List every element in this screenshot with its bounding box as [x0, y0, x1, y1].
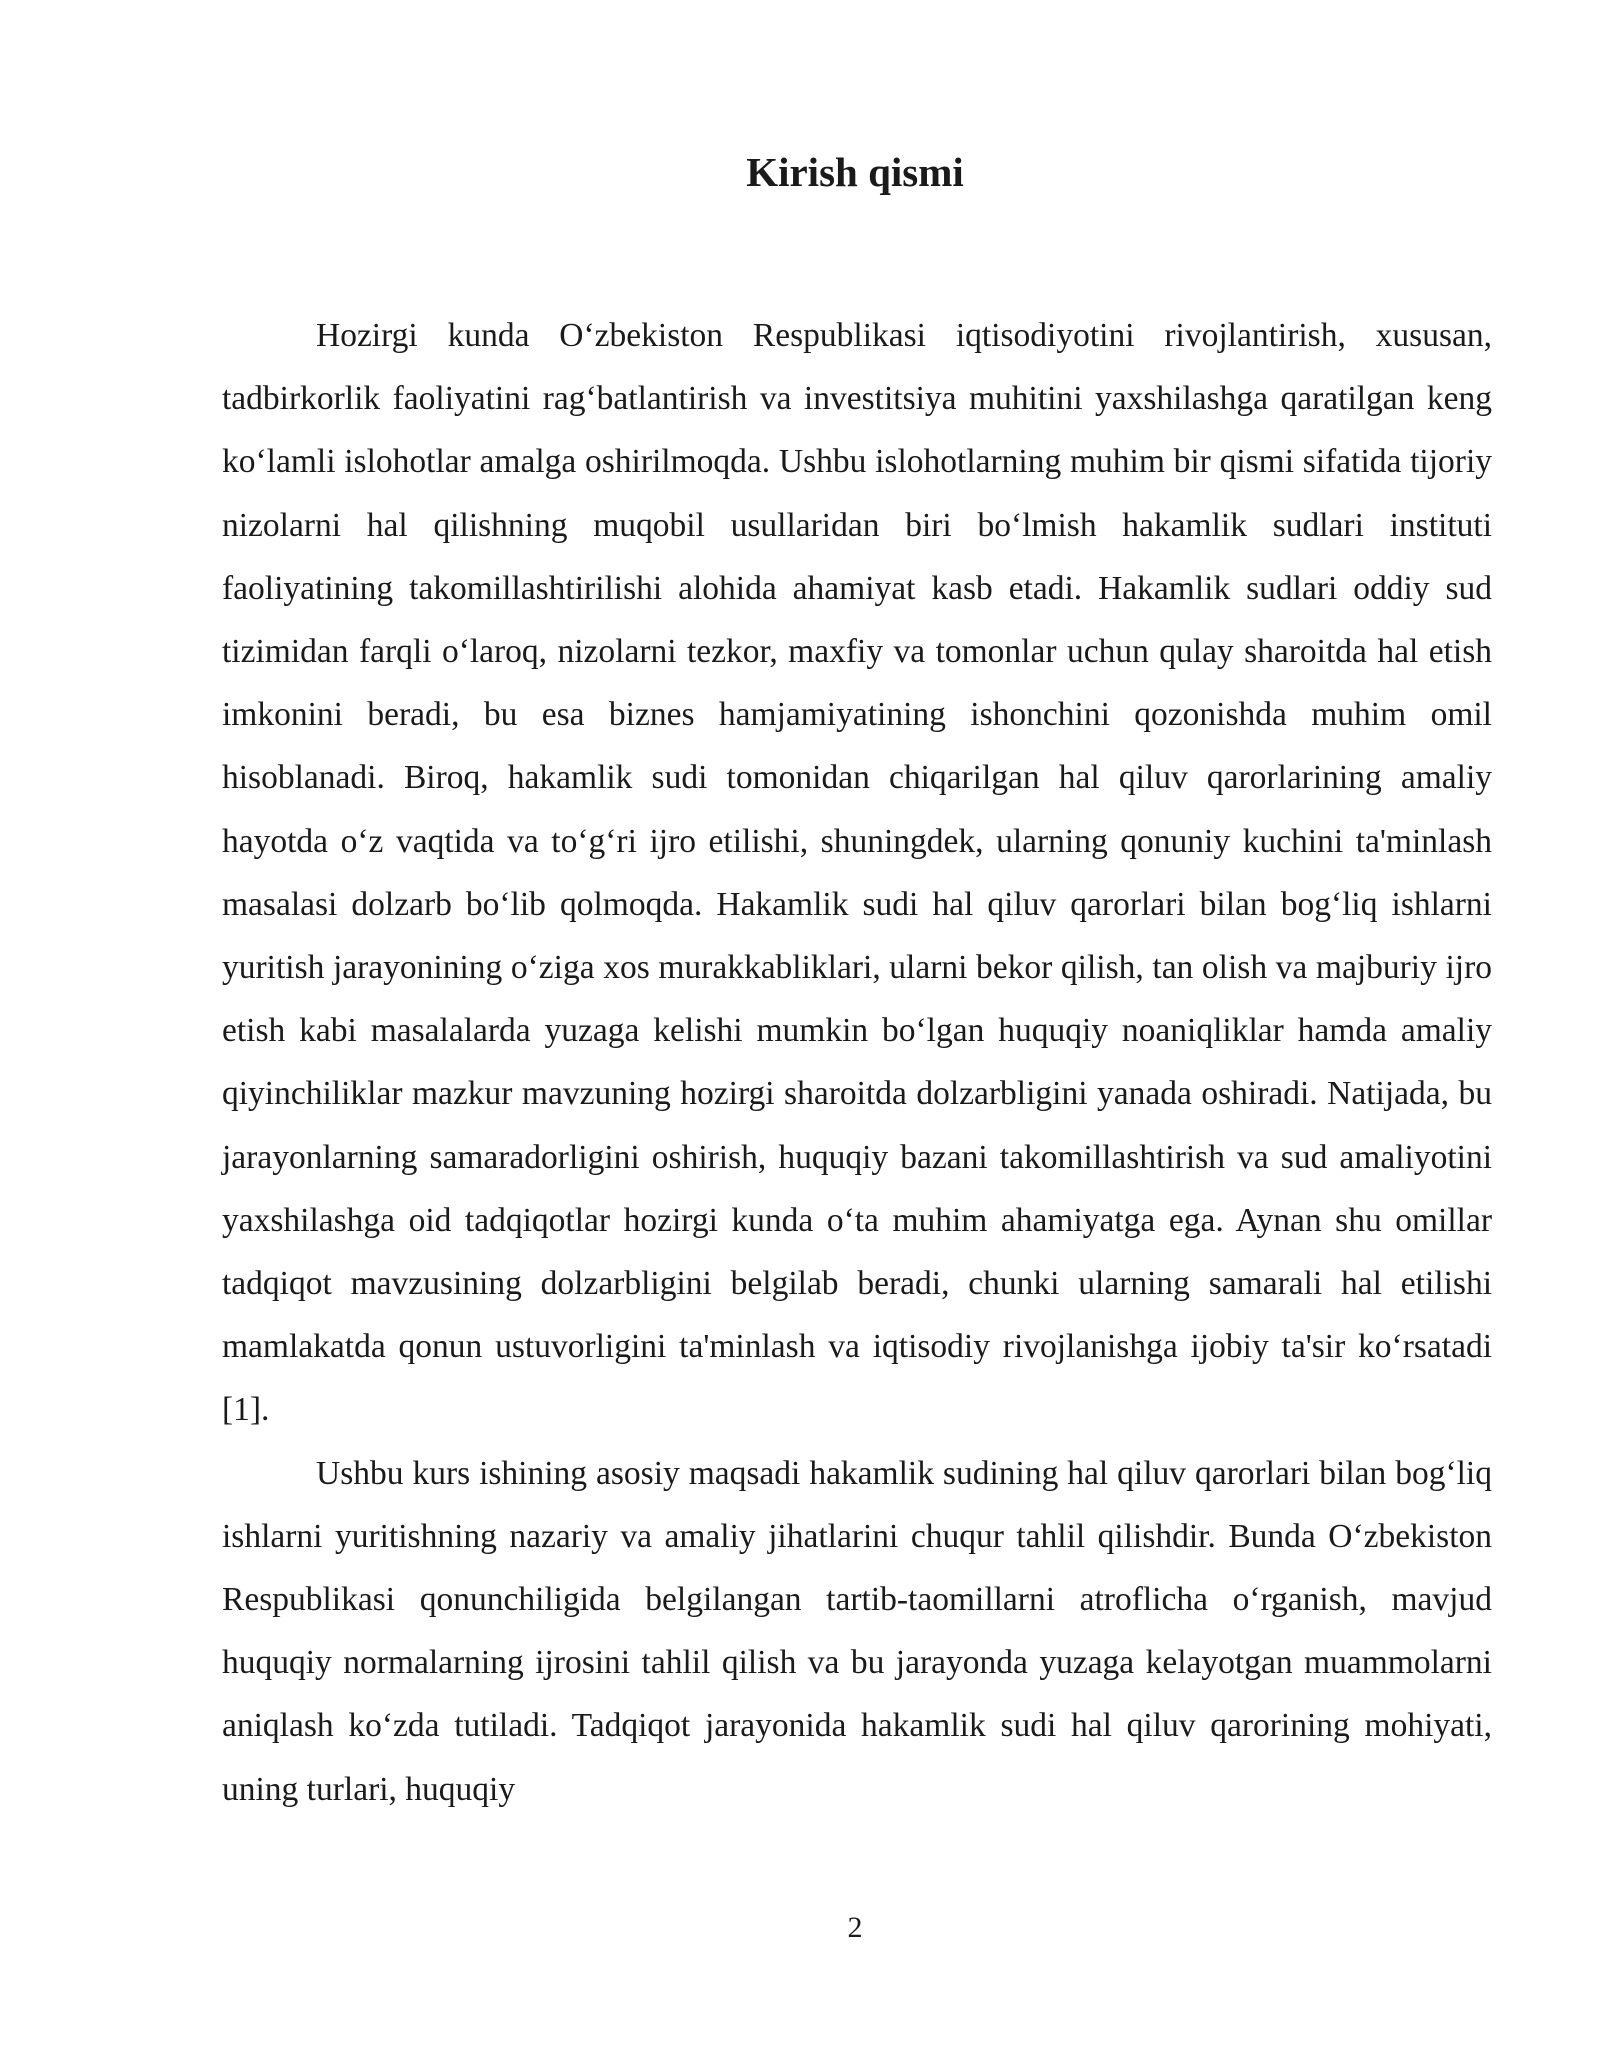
page-number: 2: [847, 1911, 863, 1944]
paragraph-2: Ushbu kurs ishining asosiy maqsadi hakamlik sudining hal qiluv qarorlari bilan bog‘liq ishlarni yuritishning nazariy va amaliy jihatlarini chuqur tahlil qilishdir. Bunda O‘zbekiston Respublikasi qonunchiligida belgilangan tartib-taomillarni atroflicha o‘rganish, mavjud huquqiy normalarning ijrosini tahlil qilish va bu jarayonda yuzaga kelayotgan muammolarni aniqlash ko‘zda tutiladi. Tadqiqot jarayonida hakamlik sudi hal qiluv qarorining mohiyati, uning turlari, huquqiy: [222, 1454, 1492, 1808]
document-body: [222, 304, 1492, 1821]
paragraph-1: Hozirgi kunda O‘zbekiston Respublikasi iqtisodiyotini rivojlantirish, xususan, tadbirkorlik faoliyatini rag‘batlantirish va investitsiya muhitini yaxshilashga qaratilgan keng ko‘lamli islohotlar amalga oshirilmoqda. Ushbu islohotlarning muhim bir qismi sifatida tijoriy nizolarni hal qilishning muqobil usullaridan biri bo‘lmish hakamlik sudlari instituti faoliyatining takomillashtirilishi alohida ahamiyat kasb etadi. Hakamlik sudlari oddiy sud tizimidan farqli o‘laroq, nizolarni tezkor, maxfiy va tomonlar uchun qulay sharoitda hal etish imkonini beradi, bu esa biznes hamjamiyatining ishonchini qozonishda muhim omil hisoblanadi. Biroq, hakamlik sudi tomonidan chiqarilgan hal qiluv qarorlarining amaliy hayotda o‘z vaqtida va to‘g‘ri ijro etilishi, shuningdek, ularning qonuniy kuchini ta'minlash masalasi dolzarb bo‘lib qolmoqda. Hakamlik sudi hal qiluv qarorlari bilan bog‘liq ishlarni yuritish jarayonining o‘ziga xos murakkabliklari, ularni bekor qilish, tan olish va majburiy ijro etish kabi masalalarda yuzaga kelishi mumkin bo‘lgan huquqiy noaniqliklar hamda amaliy qiyinchiliklar mazkur mavzuning hozirgi sharoitda dolzarbligini yanada oshiradi. Natijada, bu jarayonlarning samaradorligini oshirish, huquqiy bazani takomillashtirish va sud amaliyotini yaxshilashga oid tadqiqotlar hozirgi kunda o‘ta muhim ahamiyatga ega. Aynan shu omillar tadqiqot mavzusining dolzarbligini belgilab beradi, chunki ularning samarali hal etilishi mamlakatda qonun ustuvorligini ta'minlash va iqtisodiy rivojlanishga ijobiy ta'sir ko‘rsatadi [1].: [222, 317, 1492, 1429]
page-title: Kirish qismi: [746, 149, 964, 195]
